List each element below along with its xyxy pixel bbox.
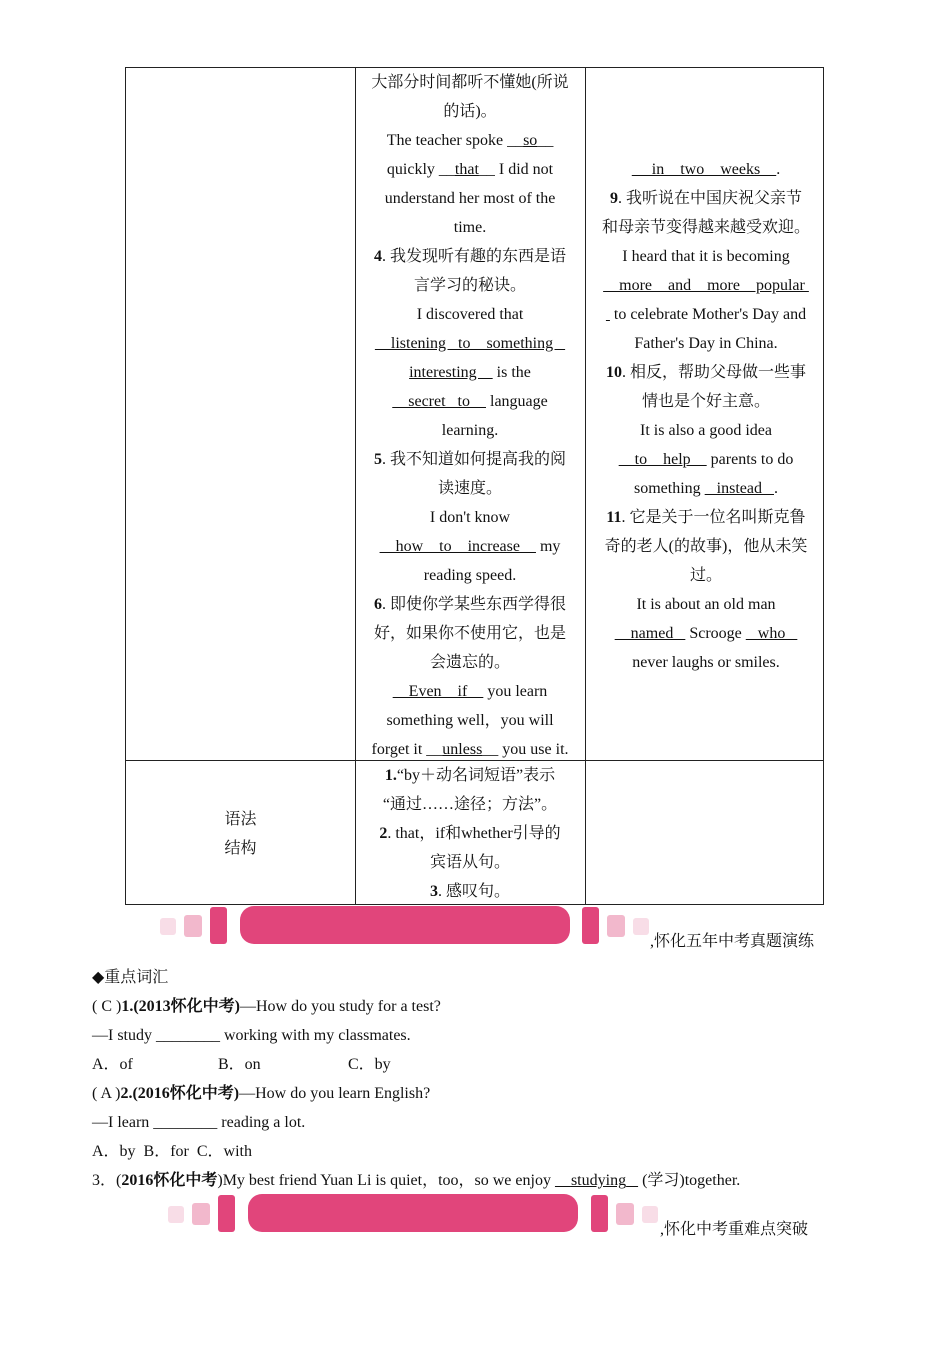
table-text: I don't know — [429, 509, 511, 526]
table-text: something well，you will — [386, 712, 554, 729]
banner-bar — [248, 1194, 578, 1232]
option: C．by — [348, 1056, 391, 1073]
question-2 — [92, 1079, 430, 1108]
banner-title: ,怀化五年中考真题演练 — [650, 933, 815, 950]
grammar-label-line: 结构 — [224, 840, 257, 857]
table-text: I discovered that — [416, 306, 524, 323]
section-banner — [0, 906, 950, 950]
table-text: 6. 即使你学某些东西学得很 — [373, 596, 566, 613]
table-cell-col2 — [358, 68, 582, 764]
table-text: 读速度。 — [437, 480, 502, 497]
table-text: 的话)。 — [443, 103, 497, 120]
grammar-item: 2. that，if和whether引导的 — [379, 825, 561, 842]
vocabulary-table — [125, 67, 824, 905]
banner-decoration — [160, 918, 176, 935]
table-text: 大部分时间都听不懂她(所说 — [371, 74, 569, 91]
table-text: 言学习的秘诀。 — [413, 277, 526, 294]
banner-decoration — [633, 918, 649, 935]
answer-text — [555, 1172, 638, 1189]
banner-decoration — [218, 1195, 235, 1232]
answer-text: secret to language — [392, 393, 548, 410]
answer-word: studying — [570, 1172, 627, 1189]
question-2-options: A．by B．for C．with — [92, 1143, 253, 1160]
table-text: 9. 我听说在中国庆祝父亲节 — [609, 190, 802, 207]
option: A．of — [92, 1056, 133, 1073]
grammar-item: 3. 感叹句。 — [429, 883, 510, 900]
table-text: 和母亲节变得越来越受欢迎。 — [601, 219, 810, 236]
question-text: —How do you learn English? — [239, 1085, 431, 1102]
table-text: understand her most of the — [384, 190, 556, 207]
table-text: reading speed. — [423, 567, 517, 584]
banner-decoration — [591, 1195, 608, 1232]
table-text: 5. 我不知道如何提高我的阅 — [373, 451, 566, 468]
question-source: 2016怀化中考 — [121, 1172, 218, 1189]
grammar-label-line: 语法 — [224, 811, 257, 828]
section-heading: ◆重点词汇 — [92, 969, 169, 986]
question-text: )My best friend Yuan Li is quiet，too，so we enjoy — [217, 1172, 551, 1189]
banner-decoration — [642, 1206, 658, 1223]
question-1-options — [92, 1050, 391, 1079]
banner-decoration — [607, 915, 625, 937]
section-banner — [0, 1194, 950, 1238]
answer-text: something instead . — [634, 480, 778, 497]
question-number: 3．( — [92, 1172, 122, 1189]
table-text: It is also a good idea — [640, 422, 772, 439]
banner-decoration — [168, 1206, 184, 1223]
answer-text: to help parents to do — [618, 451, 794, 468]
grammar-items — [358, 761, 582, 906]
option: B．on — [218, 1056, 261, 1073]
question-text: —How do you study for a test? — [240, 998, 441, 1015]
answer-text: Even if you learn — [392, 683, 548, 700]
banner-decoration — [582, 907, 599, 944]
banner-title: ,怀化中考重难点突破 — [660, 1221, 809, 1238]
table-text: I heard that it is becoming — [622, 248, 790, 265]
grammar-item: 1.“by＋动名词短语”表示 — [384, 767, 556, 784]
question-1-line2: —I study ________ working with my classmates. — [92, 1027, 411, 1044]
question-1 — [92, 992, 441, 1021]
table-text: It is about an old man — [636, 596, 776, 613]
table-text: 4. 我发现听有趣的东西是语 — [373, 248, 566, 265]
banner-decoration — [616, 1203, 634, 1225]
table-text: Father's Day in China. — [634, 335, 778, 352]
question-2-line2: —I learn ________ reading a lot. — [92, 1114, 306, 1131]
question-tail: (学习)together. — [642, 1172, 741, 1189]
grammar-label — [126, 805, 355, 863]
question-3 — [92, 1166, 740, 1195]
table-text: 奇的老人(的故事)，他从未笑 — [604, 538, 808, 555]
table-text: time. — [453, 219, 487, 236]
table-text: 情也是个好主意。 — [641, 393, 770, 410]
answer-text: how to increase my — [379, 538, 561, 555]
table-text: to celebrate Mother's Day and — [609, 306, 807, 323]
table-text: never laughs or smiles. — [632, 654, 780, 671]
answer-text: named Scrooge who — [614, 625, 798, 642]
table-text: 11. 它是关于一位名叫斯克鲁 — [606, 509, 806, 526]
grammar-item: 宾语从句。 — [429, 854, 510, 871]
table-text: 过。 — [689, 567, 722, 584]
question-source: 2.(2016怀化中考) — [120, 1085, 240, 1102]
answer-text: more and more popular — [603, 277, 809, 294]
answer-text: in two weeks . — [631, 161, 781, 178]
table-text: quickly __that__ I did not — [386, 161, 554, 178]
table-cell-col3 — [588, 155, 824, 677]
table-text: learning. — [441, 422, 499, 439]
table-text: 会遗忘的。 — [429, 654, 510, 671]
banner-decoration — [210, 907, 227, 944]
banner-bar — [240, 906, 570, 944]
banner-decoration — [184, 915, 202, 937]
answer-mark: ( C ) — [92, 998, 122, 1015]
table-divider — [585, 68, 586, 904]
answer-text: interesting is the — [409, 364, 531, 381]
answer-mark: ( A ) — [92, 1085, 121, 1102]
answer-text: listening to something — [374, 335, 566, 352]
table-text: 好，如果你不使用它，也是 — [373, 625, 566, 642]
table-divider — [355, 68, 356, 904]
banner-decoration — [192, 1203, 210, 1225]
question-source: 1.(2013怀化中考) — [121, 998, 240, 1015]
table-text: 10. 相反，帮助父母做一些事 — [605, 364, 806, 381]
grammar-item: “通过……途径；方法”。 — [382, 796, 558, 813]
table-text: The teacher spoke __so__ — [386, 132, 554, 149]
answer-text: forget it __unless__ you use it. — [371, 741, 569, 758]
